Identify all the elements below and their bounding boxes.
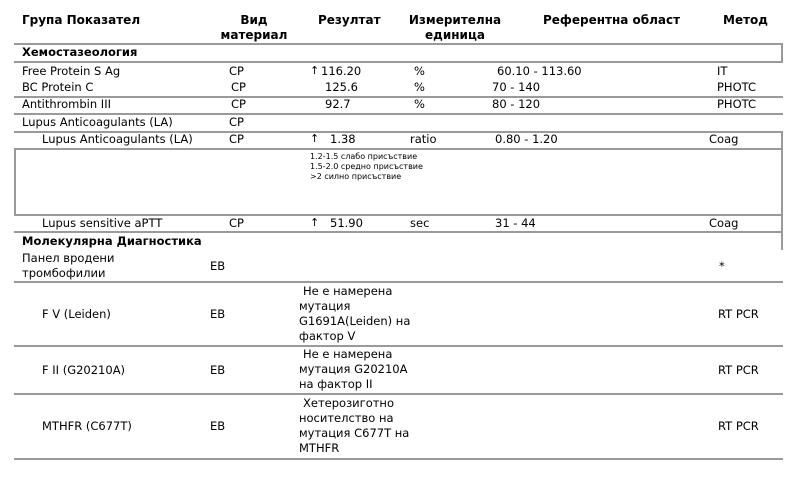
- unit: %: [414, 80, 425, 94]
- material: CP: [229, 216, 244, 230]
- test-name: Lupus Anticoagulants (LA): [22, 115, 173, 129]
- header-result: Резултат: [318, 13, 381, 27]
- divider: [14, 61, 783, 63]
- material: CP: [231, 80, 246, 94]
- unit: sec: [410, 216, 430, 230]
- result: Не е намерена мутация G1691A(Leiden) на фактор V: [299, 284, 411, 343]
- divider: [14, 148, 16, 215]
- method: PHOTC: [717, 80, 757, 94]
- divider: [781, 231, 783, 250]
- result: 116.20: [321, 64, 362, 78]
- note-line: 1.5-2.0 средно присъствие: [310, 162, 423, 171]
- test-name: Lupus sensitive aPTT: [42, 216, 163, 230]
- test-name: Панел вродени тромбофилии: [22, 251, 115, 280]
- note-line: >2 силно присъствие: [310, 172, 402, 181]
- material: CP: [229, 115, 244, 129]
- result: 92.7: [325, 97, 351, 111]
- header-unit: Измерителна единица: [408, 13, 502, 42]
- header-reference: Референтна област: [543, 13, 681, 27]
- unit: %: [414, 97, 425, 111]
- method: Coag: [709, 132, 739, 146]
- reference: 31 - 44: [495, 216, 536, 230]
- divider: [781, 131, 783, 232]
- method: RT PCR: [718, 419, 759, 433]
- test-name: F II (G20210A): [42, 363, 126, 377]
- reference: 80 - 120: [492, 97, 541, 111]
- result: Хетерозиготно носителство на мутация C677T на MTHFR: [299, 396, 410, 455]
- material: CP: [231, 97, 246, 111]
- arrow-up-icon: ↑: [310, 64, 320, 77]
- unit: ratio: [410, 132, 437, 146]
- material: EB: [210, 307, 226, 321]
- method: Coag: [709, 216, 739, 230]
- divider: [14, 281, 783, 283]
- section-title: Хемостазеология: [22, 45, 138, 59]
- result: 51.90: [330, 216, 363, 230]
- method: RT PCR: [718, 363, 759, 377]
- header-group: Група Показател: [22, 13, 141, 27]
- section-title: Молекулярна Диагностика: [22, 234, 202, 248]
- result: 125.6: [325, 80, 358, 94]
- test-name: MTHFR (C677T): [42, 419, 132, 433]
- divider: [14, 96, 783, 98]
- method: IT: [717, 64, 728, 78]
- material: EB: [210, 259, 226, 273]
- material: EB: [210, 363, 226, 377]
- divider: [14, 148, 783, 150]
- result: Не е намерена мутация G20210A на фактор II: [299, 347, 408, 391]
- header-method: Метод: [723, 13, 768, 27]
- material: CP: [229, 64, 244, 78]
- method: PHOTC: [717, 97, 757, 111]
- note-line: 1.2-1.5 слабо присъствие: [310, 152, 418, 161]
- material: EB: [210, 419, 226, 433]
- method: RT PCR: [718, 307, 759, 321]
- method: *: [719, 259, 725, 273]
- test-name: Antithrombin III: [22, 97, 111, 111]
- divider: [14, 231, 783, 233]
- reference: 0.80 - 1.20: [495, 132, 558, 146]
- divider: [14, 393, 783, 395]
- material: CP: [229, 132, 244, 146]
- arrow-up-icon: ↑: [310, 132, 320, 145]
- reference: 60.10 - 113.60: [497, 64, 582, 78]
- test-name: F V (Leiden): [42, 307, 111, 321]
- test-name: Lupus Anticoagulants (LA): [42, 132, 193, 146]
- arrow-up-icon: ↑: [310, 216, 320, 229]
- unit: %: [414, 64, 425, 78]
- test-name: BC Protein C: [22, 80, 94, 94]
- reference: 70 - 140: [492, 80, 541, 94]
- result: 1.38: [330, 132, 356, 146]
- divider: [781, 43, 783, 61]
- header-material: Вид материал: [220, 13, 288, 42]
- test-name: Free Protein S Ag: [22, 64, 121, 78]
- divider: [14, 458, 783, 460]
